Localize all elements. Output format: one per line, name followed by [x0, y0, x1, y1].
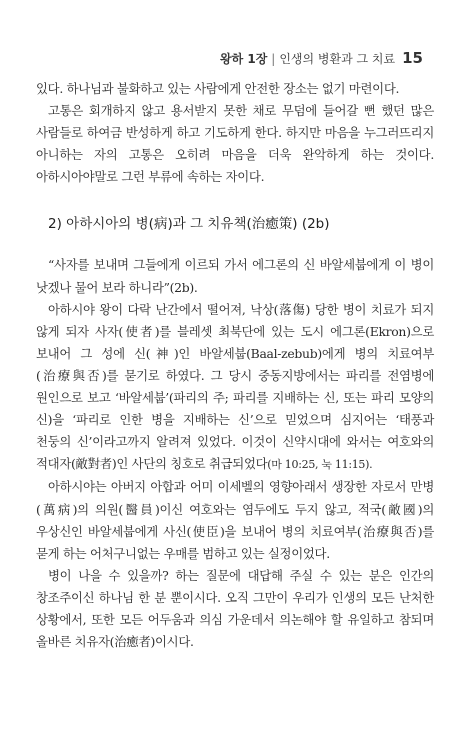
paragraph-suffering: 고통은 회개하지 않고 용서받지 못한 채로 무덤에 들어갈 뻔 했던 많은 사람들로 하여금 반성하게 하고 기도하게 한다. 하지만 마음을 누그러뜨리지 아니하는 자의 고통은 오히려 마음을 더욱 완악하게 하는 것이다. 아하시아야말로 그런 부류에 속하는 자이다. — [36, 103, 434, 185]
paragraph-continued: 있다. 하나님과 불화하고 있는 사람에게 안전한 장소는 없기 마련이다. — [36, 81, 400, 96]
chapter-label: 왕하 1장 — [219, 52, 268, 66]
paragraph-ahaziah-fall-text: 아하시야 왕이 다락 난간에서 떨어져, 낙상(落傷) 당한 병이 치료가 되지 않게 되자 사자(使者)를 블레셋 최북단에 있는 도시 에그론(Ekron)으로 보내어 그 성에 신(神)인 바알세붑(Baal-zebub)에게 병의 치료여부(治療與否)를 묻기로 하였다. 그 당시 중동지방에서는 파리를 전염병에 원인으로 보고 ‘바알세붑’(파리의 주; 파리를 지배하는 신, 또는 파리 모양의 신)을 ‘파리로 인한 병을 지배하는 신’으로 믿었으며 심지어는 ‘태풍과 천둥의 신’이라고까지 알려져 있었다. 이것이 신약시대에 와서는 여호와의 적대자(敵對者)인 사단의 칭호로 취급되었다 — [36, 301, 434, 472]
paragraph-true-healer: 병이 나을 수 있을까? 하는 질문에 대답해 주실 수 있는 분은 인간의 창조주이신 하나님 한 분 뿐이시다. 오직 그만이 우리가 인생의 모든 난처한 상황에서, 또한 모든 어두움과 의심 가운데서 의논해야 할 유일하고 참되며 올바른 치유자(治癒者)이시다. — [36, 567, 434, 650]
header-separator: | — [271, 52, 276, 66]
scripture-quote: “사자를 보내며 그들에게 이르되 가서 에그론의 신 바알세붑에게 이 병이 낫겠나 물어 보라 하니라”(2b). — [36, 257, 434, 295]
chapter-title: 인생의 병환과 그 치료 — [279, 52, 396, 66]
scripture-reference: (마 10:25, 눅 11:15). — [267, 458, 373, 472]
running-header — [220, 49, 423, 67]
page-body — [36, 78, 434, 653]
section-heading: 2) 아하시아의 병(病)과 그 치유책(治癒策) (2b) — [48, 216, 330, 233]
paragraph-ahaziah-folly: 아하시야는 아버지 아합과 어미 이세벨의 영향아래서 생장한 자로서 만병(萬病)의 의원(醫員)이신 여호와는 염두에도 두지 않고, 적국(敵國)의 우상신인 바알세붑에게 사신(使臣)을 보내어 병의 치료여부(治療與否)를 묻게 하는 어처구니없는 우매를 범하고 있는 실정이었다. — [36, 479, 434, 561]
paragraph-ahaziah-fall — [36, 299, 434, 477]
page-number: 15 — [402, 49, 423, 67]
